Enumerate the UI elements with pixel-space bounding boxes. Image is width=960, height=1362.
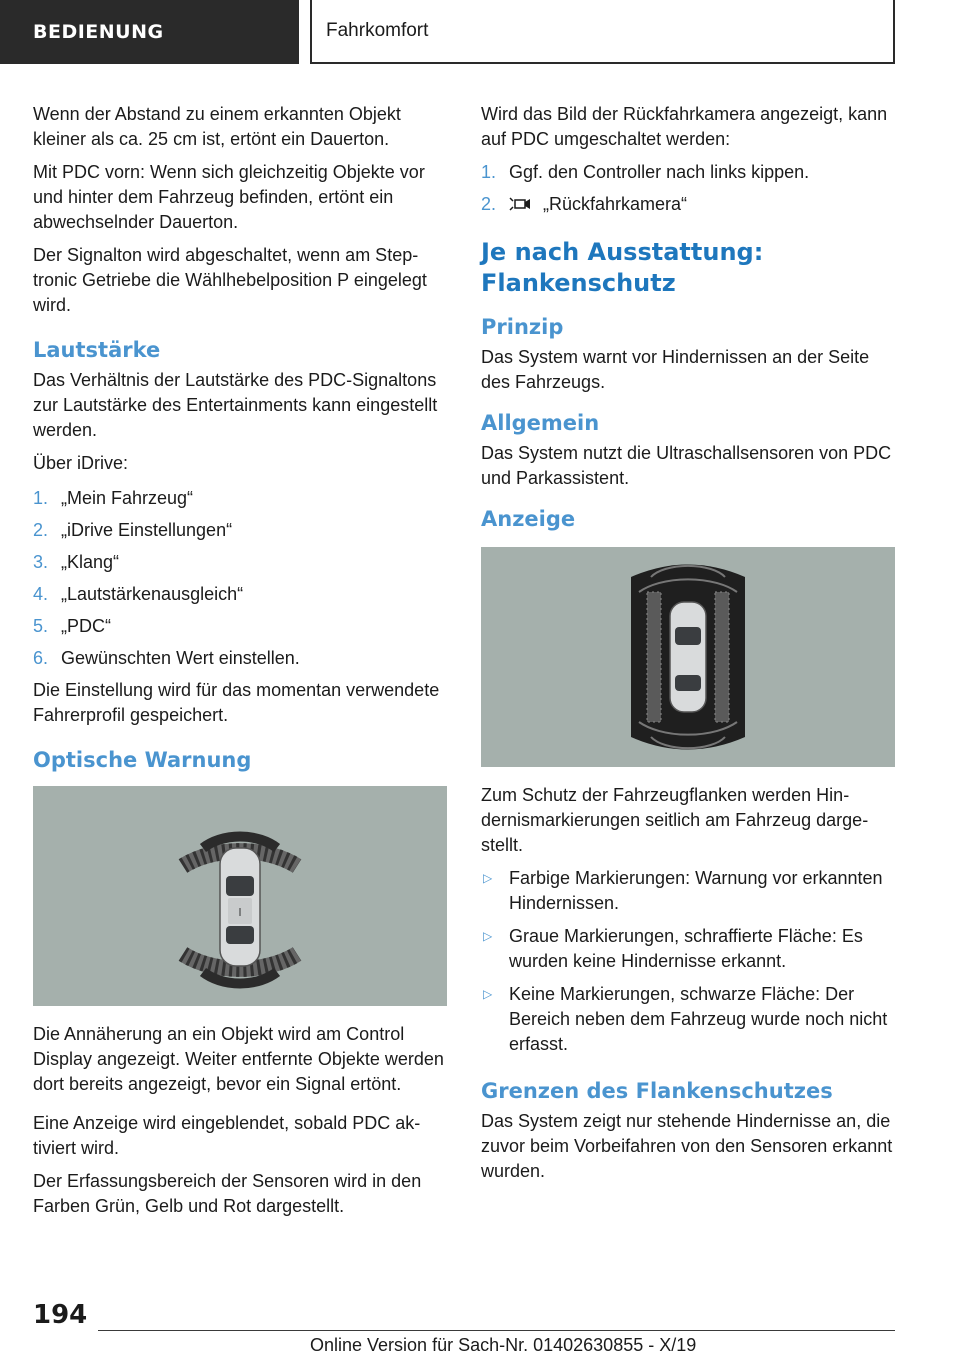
paragraph: Wenn der Abstand zu einem erkannten Objekt kleiner als ca. 25 cm ist, ertönt ein Dauerton. [33, 104, 401, 149]
paragraph: Wird das Bild der Rückfahrkamera angezeigt, kann auf PDC umgeschaltet werden: [481, 104, 888, 149]
page-number: 194 [33, 1300, 88, 1330]
step-number: 1. [33, 488, 49, 508]
paragraph: Die Einstellung wird für das momentan verwendete Fahrerprofil gespeichert. [33, 680, 440, 725]
paragraph: Das System zeigt nur stehende Hindernisse an, die zuvor beim Vorbeifahren von den Sensoren erkannt wurden. [481, 1111, 893, 1181]
steps-list [33, 486, 447, 671]
step-text: „PDC“ [61, 616, 111, 636]
step-text: „iDrive Einstellungen“ [61, 520, 233, 540]
bullet-text: Farbige Markierungen: Warnung vor erkannten Hindernissen. [509, 868, 883, 913]
pdc-warning-illustration [33, 786, 447, 1006]
paragraph: Die Annäherung an ein Objekt wird am Control Display angezeigt. Weiter entfernte Objekte werden dort bereits angezeigt, bevor ein Signal ertönt. [33, 1024, 444, 1094]
paragraph: Der Signalton wird abgeschaltet, wenn am Steptronic Getriebe die Wählhebelposition P eingelegt wird. [33, 245, 427, 315]
paragraph: Das System warnt vor Hindernissen an der Seite des Fahrzeugs. [481, 347, 870, 392]
step-text: „Klang“ [61, 552, 120, 572]
paragraph: Der Erfassungsbereich der Sensoren wird in den Farben Grün, Gelb und Rot dargestellt. [33, 1171, 422, 1216]
paragraph: Zum Schutz der Fahrzeugflanken werden Hindernismarkierungen seitlich am Fahrzeug dargestellt. [481, 785, 869, 855]
heading-prinzip: Prinzip [481, 315, 564, 339]
paragraph: Über iDrive: [33, 453, 129, 473]
right-column [481, 102, 895, 1192]
chapter-title: BEDIENUNG [33, 21, 164, 43]
heading-grenzen: Grenzen des Flankenschutzes [481, 1079, 833, 1103]
list-item [481, 192, 895, 217]
heading-allgemein: Allgemein [481, 411, 600, 435]
bullet-text: Keine Markierungen, schwarze Fläche: Der Bereich neben dem Fahrzeug wurde noch nicht erfasst. [509, 984, 888, 1054]
list-item [481, 866, 895, 916]
heading-optische-warnung: Optische Warnung [33, 748, 252, 772]
step-number: 6. [33, 648, 49, 668]
left-column [33, 102, 447, 1227]
step-text: Gewünschten Wert einstellen. [61, 648, 300, 668]
step-number: 5. [33, 616, 49, 636]
list-item [481, 924, 895, 974]
list-item [33, 614, 447, 639]
topic-tab [310, 0, 895, 64]
paragraph: Mit PDC vorn: Wenn sich gleichzeitig Objekte vor und hinter dem Fahrzeug befinden, ertönt ein abwechselnder Dauerton. [33, 162, 425, 232]
triangle-bullet-icon: ▷ [483, 987, 493, 1001]
topic-title: Fahrkomfort [326, 20, 429, 41]
list-item [33, 486, 447, 511]
step-number: 1. [481, 162, 497, 182]
list-item [33, 550, 447, 575]
step-number: 4. [33, 584, 49, 604]
footer-divider [98, 1330, 895, 1331]
marker-list [481, 866, 895, 1057]
step-number: 3. [33, 552, 49, 572]
steps-list [481, 160, 895, 217]
paragraph: Eine Anzeige wird eingeblendet, sobald PDC aktiviert wird. [33, 1113, 421, 1158]
list-item [481, 160, 895, 185]
rear-camera-icon [509, 196, 531, 212]
step-number: 2. [481, 194, 497, 214]
flank-protection-illustration [481, 547, 895, 767]
step-text: „Lautstärkenausgleich“ [61, 584, 244, 604]
chapter-tab [0, 0, 299, 64]
step-text: Ggf. den Controller nach links kippen. [509, 162, 810, 182]
step-number: 2. [33, 520, 49, 540]
heading-anzeige: Anzeige [481, 507, 576, 531]
bullet-text: Graue Markierungen, schraffierte Fläche: Es wurden keine Hindernisse erkannt. [509, 926, 863, 971]
heading-flankenschutz: Je nach Ausstattung: Flankenschutz [481, 238, 764, 297]
list-item [481, 982, 895, 1057]
online-version-note: Online Version für Sach-Nr. 01402630855 - X/19 [310, 1335, 697, 1355]
step-text: „Mein Fahrzeug“ [61, 488, 194, 508]
heading-lautstaerke: Lautstärke [33, 338, 161, 362]
list-item [33, 582, 447, 607]
list-item [33, 646, 447, 671]
list-item [33, 518, 447, 543]
triangle-bullet-icon: ▷ [483, 929, 493, 943]
step-text: „Rückfahrkamera“ [543, 194, 688, 214]
paragraph: Das System nutzt die Ultraschallsensoren von PDC und Parkassistent. [481, 443, 892, 488]
triangle-bullet-icon: ▷ [483, 871, 493, 885]
paragraph: Das Verhältnis der Lautstärke des PDC-Signaltons zur Lautstärke des Entertainments kann eingestellt werden. [33, 370, 438, 440]
